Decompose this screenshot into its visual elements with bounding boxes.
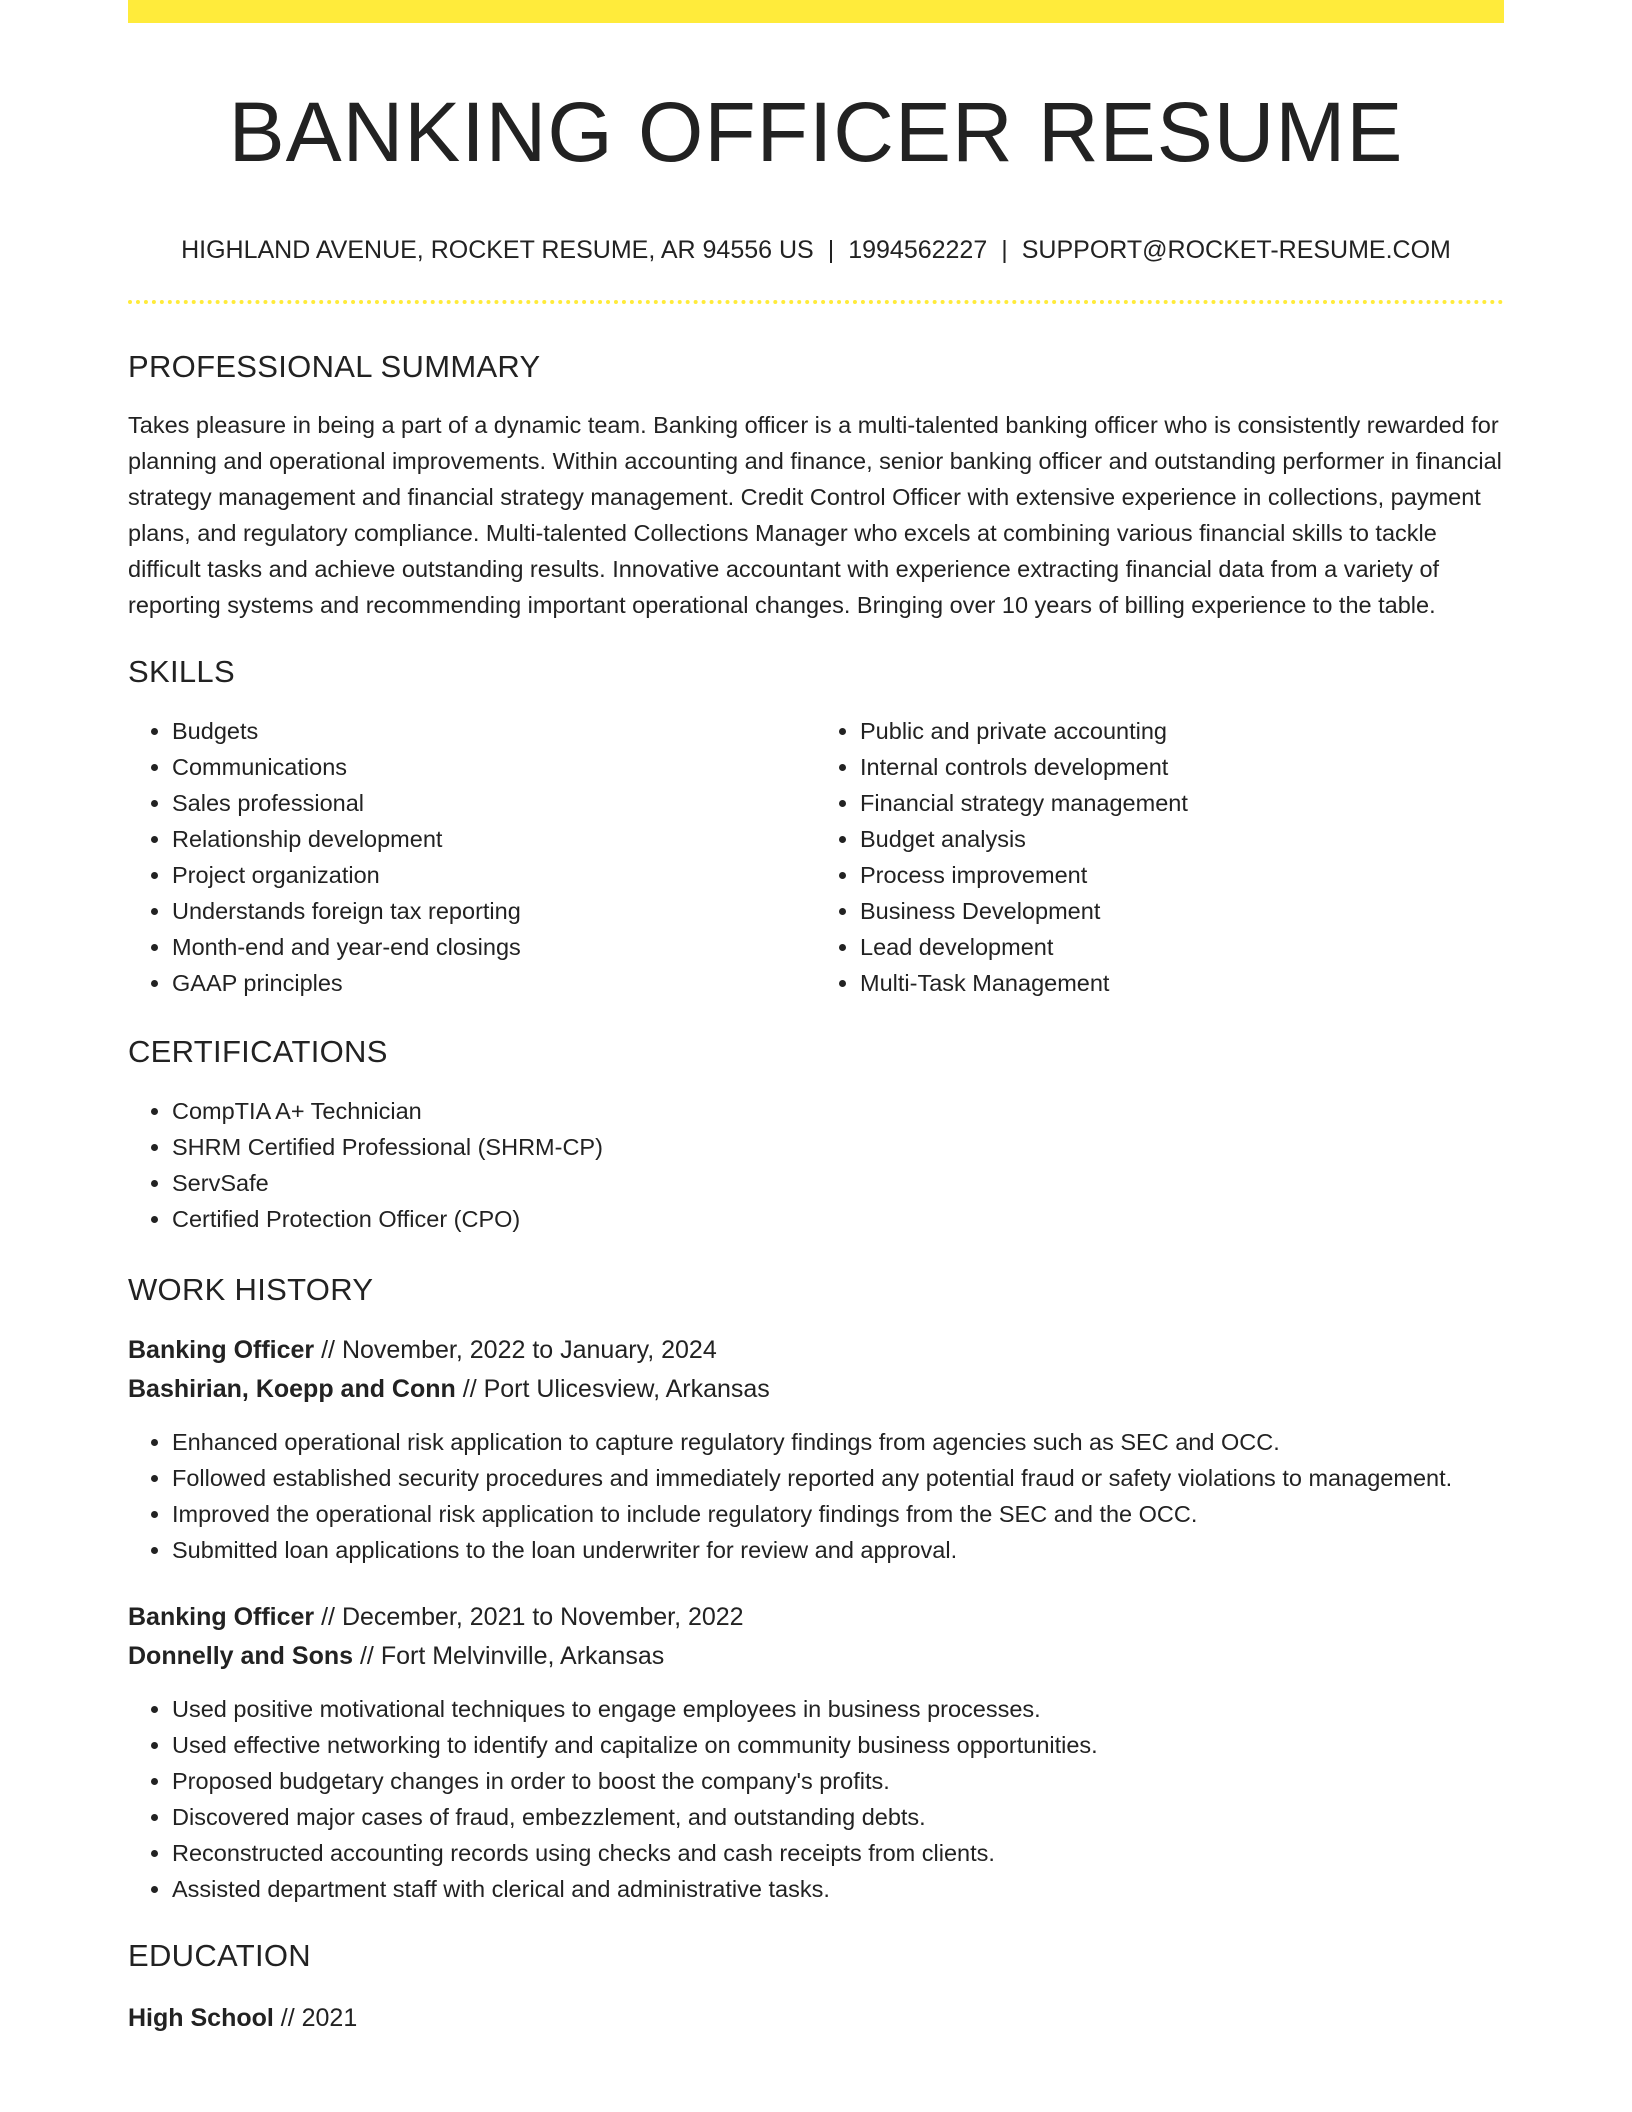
job-role: Banking Officer	[128, 1603, 315, 1631]
skill-item: • GAAP principles	[172, 965, 816, 1001]
job-location: // Port Ulicesview, Arkansas	[455, 1375, 770, 1403]
certification-item: • SHRM Certified Professional (SHRM-CP)	[172, 1129, 1504, 1165]
skills-grid	[128, 713, 1504, 1001]
skill-item: • Process improvement	[860, 857, 1504, 893]
job-role: Banking Officer	[128, 1336, 315, 1364]
work-history-heading: WORK HISTORY	[128, 1272, 374, 1307]
job-company-line	[128, 1370, 1504, 1409]
education-line	[128, 1999, 1504, 2038]
job-duty: • Enhanced operational risk application to capture regulatory findings from agencies such as SEC and OCC.	[172, 1424, 1504, 1460]
skill-item: • Month-end and year-end closings	[172, 929, 816, 965]
contact-line	[128, 234, 1504, 266]
skill-item: • Budget analysis	[860, 821, 1504, 857]
job-company: Donnelly and Sons	[128, 1642, 354, 1670]
education-heading: EDUCATION	[128, 1938, 311, 1973]
contact-address: HIGHLAND AVENUE, ROCKET RESUME, AR 94556 US	[181, 236, 814, 264]
contact-phone: 1994562227	[848, 236, 988, 264]
job-duty: • Proposed budgetary changes in order to boost the company's profits.	[172, 1763, 1504, 1799]
job-entry	[128, 1331, 1504, 1568]
job-company: Bashirian, Koepp and Conn	[128, 1375, 456, 1403]
skill-item: • Internal controls development	[860, 749, 1504, 785]
job-duty: • Assisted department staff with clerical and administrative tasks.	[172, 1871, 1504, 1907]
contact-separator: |	[1001, 236, 1008, 264]
job-duty: • Submitted loan applications to the loan underwriter for review and approval.	[172, 1532, 1504, 1568]
skills-list-right	[816, 713, 1504, 1001]
job-dates: // November, 2022 to January, 2024	[314, 1336, 717, 1364]
skill-item: • Financial strategy management	[860, 785, 1504, 821]
skills-heading: SKILLS	[128, 654, 235, 689]
job-duty: • Improved the operational risk application to include regulatory findings from the SEC and the OCC.	[172, 1496, 1504, 1532]
certification-item: • ServSafe	[172, 1165, 1504, 1201]
skill-item: • Relationship development	[172, 821, 816, 857]
skill-item: • Lead development	[860, 929, 1504, 965]
job-title-line	[128, 1598, 1504, 1637]
skill-item: • Communications	[172, 749, 816, 785]
skills-list-left	[128, 713, 816, 1001]
job-dates: // December, 2021 to November, 2022	[314, 1603, 744, 1631]
certifications-heading: CERTIFICATIONS	[128, 1034, 388, 1069]
job-entry	[128, 1598, 1504, 1907]
job-duty: • Used positive motivational techniques to engage employees in business processes.	[172, 1691, 1504, 1727]
job-title-line	[128, 1331, 1504, 1370]
skill-item: • Multi-Task Management	[860, 965, 1504, 1001]
summary-heading: PROFESSIONAL SUMMARY	[128, 349, 541, 384]
accent-top-bar	[128, 0, 1504, 23]
job-duty: • Followed established security procedures and immediately reported any potential fraud or safety violations to management.	[172, 1460, 1504, 1496]
certifications-list	[128, 1093, 1504, 1237]
job-duties-list	[128, 1691, 1504, 1907]
job-company-line	[128, 1637, 1504, 1676]
resume-page	[128, 0, 1504, 2038]
skill-item: • Understands foreign tax reporting	[172, 893, 816, 929]
education-degree: High School	[128, 2004, 274, 2032]
skill-item: • Budgets	[172, 713, 816, 749]
skill-item: • Project organization	[172, 857, 816, 893]
job-location: // Fort Melvinville, Arkansas	[353, 1642, 665, 1670]
skill-item: • Sales professional	[172, 785, 816, 821]
resume-title: BANKING OFFICER RESUME	[228, 85, 1404, 179]
skill-item: • Business Development	[860, 893, 1504, 929]
summary-text: Takes pleasure in being a part of a dynamic team. Banking officer is a multi-talented banking officer who is consistently rewarded for planning and operational improvements. Within accounting and finance, senior banking officer and outstanding performer in financial strategy management and financial strategy management. Credit Control Officer with extensive experience in collections, payment plans, and regulatory compliance. Multi-talented Collections Manager who excels at combining various financial skills to tackle difficult tasks and achieve outstanding results. Innovative accountant with experience extracting financial data from a variety of reporting systems and recommending important operational changes. Bringing over 10 years of billing experience to the table.	[128, 412, 1502, 618]
certification-item: • Certified Protection Officer (CPO)	[172, 1201, 1504, 1237]
job-duty: • Discovered major cases of fraud, embezzlement, and outstanding debts.	[172, 1799, 1504, 1835]
contact-separator: |	[827, 236, 835, 264]
contact-email: SUPPORT@ROCKET-RESUME.COM	[1021, 236, 1451, 264]
skill-item: • Public and private accounting	[860, 713, 1504, 749]
job-duty: • Used effective networking to identify and capitalize on community business opportunities.	[172, 1727, 1504, 1763]
dotted-divider	[128, 300, 1504, 304]
education-year: // 2021	[273, 2004, 358, 2032]
job-duty: • Reconstructed accounting records using checks and cash receipts from clients.	[172, 1835, 1504, 1871]
job-duties-list	[128, 1424, 1504, 1568]
certification-item: • CompTIA A+ Technician	[172, 1093, 1504, 1129]
